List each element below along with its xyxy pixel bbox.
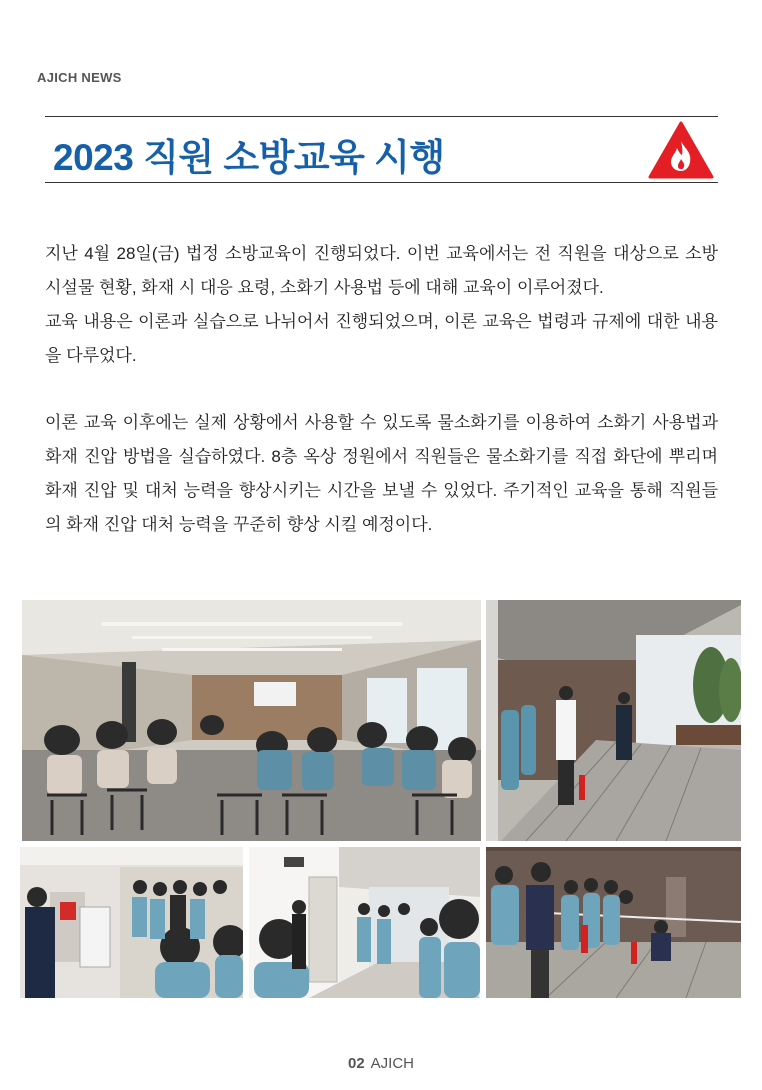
paragraph-2-text: 이론 교육 이후에는 실제 상황에서 사용할 수 있도록 물소화기를 이용하여 소화기 사용법과 화재 진압 방법을 실습하였다. 8층 옥상 정원에서 직원들은 물소화기를 직접 화단에 뿌리며 화재 진압 및 대처 능력을 향상시키는 시간을 보낼 수 있었다. 주기적인 교육을 통해 직원들의 화재 진압 대처 능력을 꾸준히 향상 시킬 예정이다. [45,413,718,534]
footer-brand: AJICH [370,1055,415,1072]
photo-lecture-hall [22,600,481,841]
paragraph-1-sentence-2: 교육 내용은 이론과 실습으로 나뉘어서 진행되었으며, 이론 교육은 법령과 규제에 대한 내용을 다루었다. [45,312,718,365]
section-label: AJICH NEWS [37,70,122,85]
photo-rooftop-corridor [486,600,741,841]
page-number: 02 [347,1055,365,1072]
fire-warning-icon [648,121,714,179]
paragraph-1-sentence-1: 지난 4월 28일(금) 법정 소방교육이 진행되었다. 이번 교육에서는 전 직원을 대상으로 소방 시설물 현황, 화재 시 대응 요령, 소화기 사용법 등에 대해 교육이 이루어졌다. [45,244,718,297]
page-footer [0,1055,762,1072]
article-paragraph-2 [45,406,718,542]
photo-rooftop-practice [486,847,741,998]
photo-corridor-group [249,847,480,998]
page-title: 2023 직원 소방교육 시행 [53,137,445,178]
article-paragraph-1 [45,237,718,373]
photo-hallway-demo [20,847,243,998]
title-top-rule [45,116,718,117]
title-bottom-rule [45,182,718,183]
